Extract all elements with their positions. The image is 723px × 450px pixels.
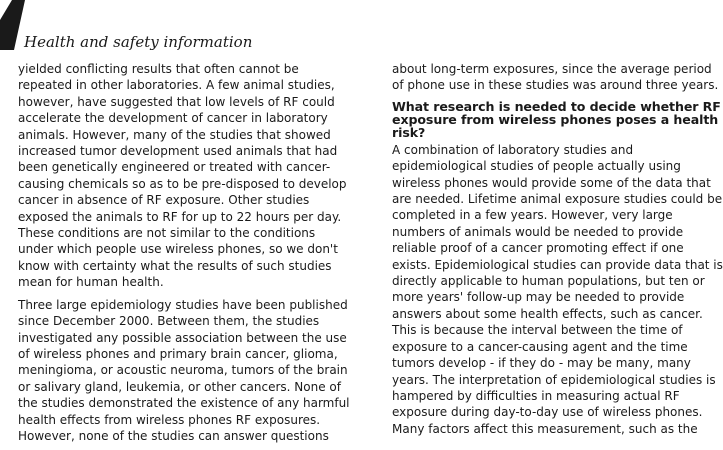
paragraph-epidemiology-studies: Three large epidemiology studies have been published since December 2000. Between them, the studies investigated any possible association between the use of wireless phones and primary brain cancer, glioma, meningioma, or acoustic neuroma, tumors of the brain or salivary gland, leukemia, or other cancers. None of the studies demonstrated the existence of any harmful health effects from wireless phones RF exposures. However, none of the studies can answer questions — [18, 297, 350, 443]
left-column — [18, 61, 353, 450]
right-column — [392, 61, 723, 443]
paragraph-research-needed: A combination of laboratory studies and epidemiological studies of people actually using wireless phones would provide some of the data that are needed. Lifetime animal exposure studies could be completed in a few years. However, very large numbers of animals would be needed to provide reliable proof of a cancer promoting effect if one exists. Epidemiological studies can provide data that is directly applicable to human populations, but ten or more years' follow-up may be needed to provide answers about some health effects, such as cancer. This is because the interval between the time of exposure to a cancer-causing agent and the time tumors develop - if they do - may be many, many years. The interpretation of epidemiological studies is hampered by difficulties in measuring actual RF exposure during day-to-day use of wireless phones. Many factors affect this measurement, such as the — [392, 142, 723, 436]
paragraph-animal-studies: yielded conflicting results that often cannot be repeated in other laboratories. A few animal studies, however, have suggested that low levels of RF could accelerate the development of cancer in laboratory animals. However, many of the studies that showed increased tumor development used animals that had been genetically engineered or treated with cancer-causing chemicals so as to be pre-disposed to develop cancer in absence of RF exposure. Other studies exposed the animals to RF for up to 22 hours per day. These conditions are not similar to the conditions under which people use wireless phones, so we don't know with certainty what the results of such studies mean for human health. — [18, 62, 347, 290]
section-tab-marker — [0, 0, 25, 50]
question-heading: What research is needed to decide whether RF exposure from wireless phones poses a health risk? — [392, 98, 721, 140]
section-title: Health and safety information — [24, 33, 253, 51]
paragraph-long-term-exposure: about long-term exposures, since the average period of phone use in these studies was around three years. — [392, 62, 719, 93]
